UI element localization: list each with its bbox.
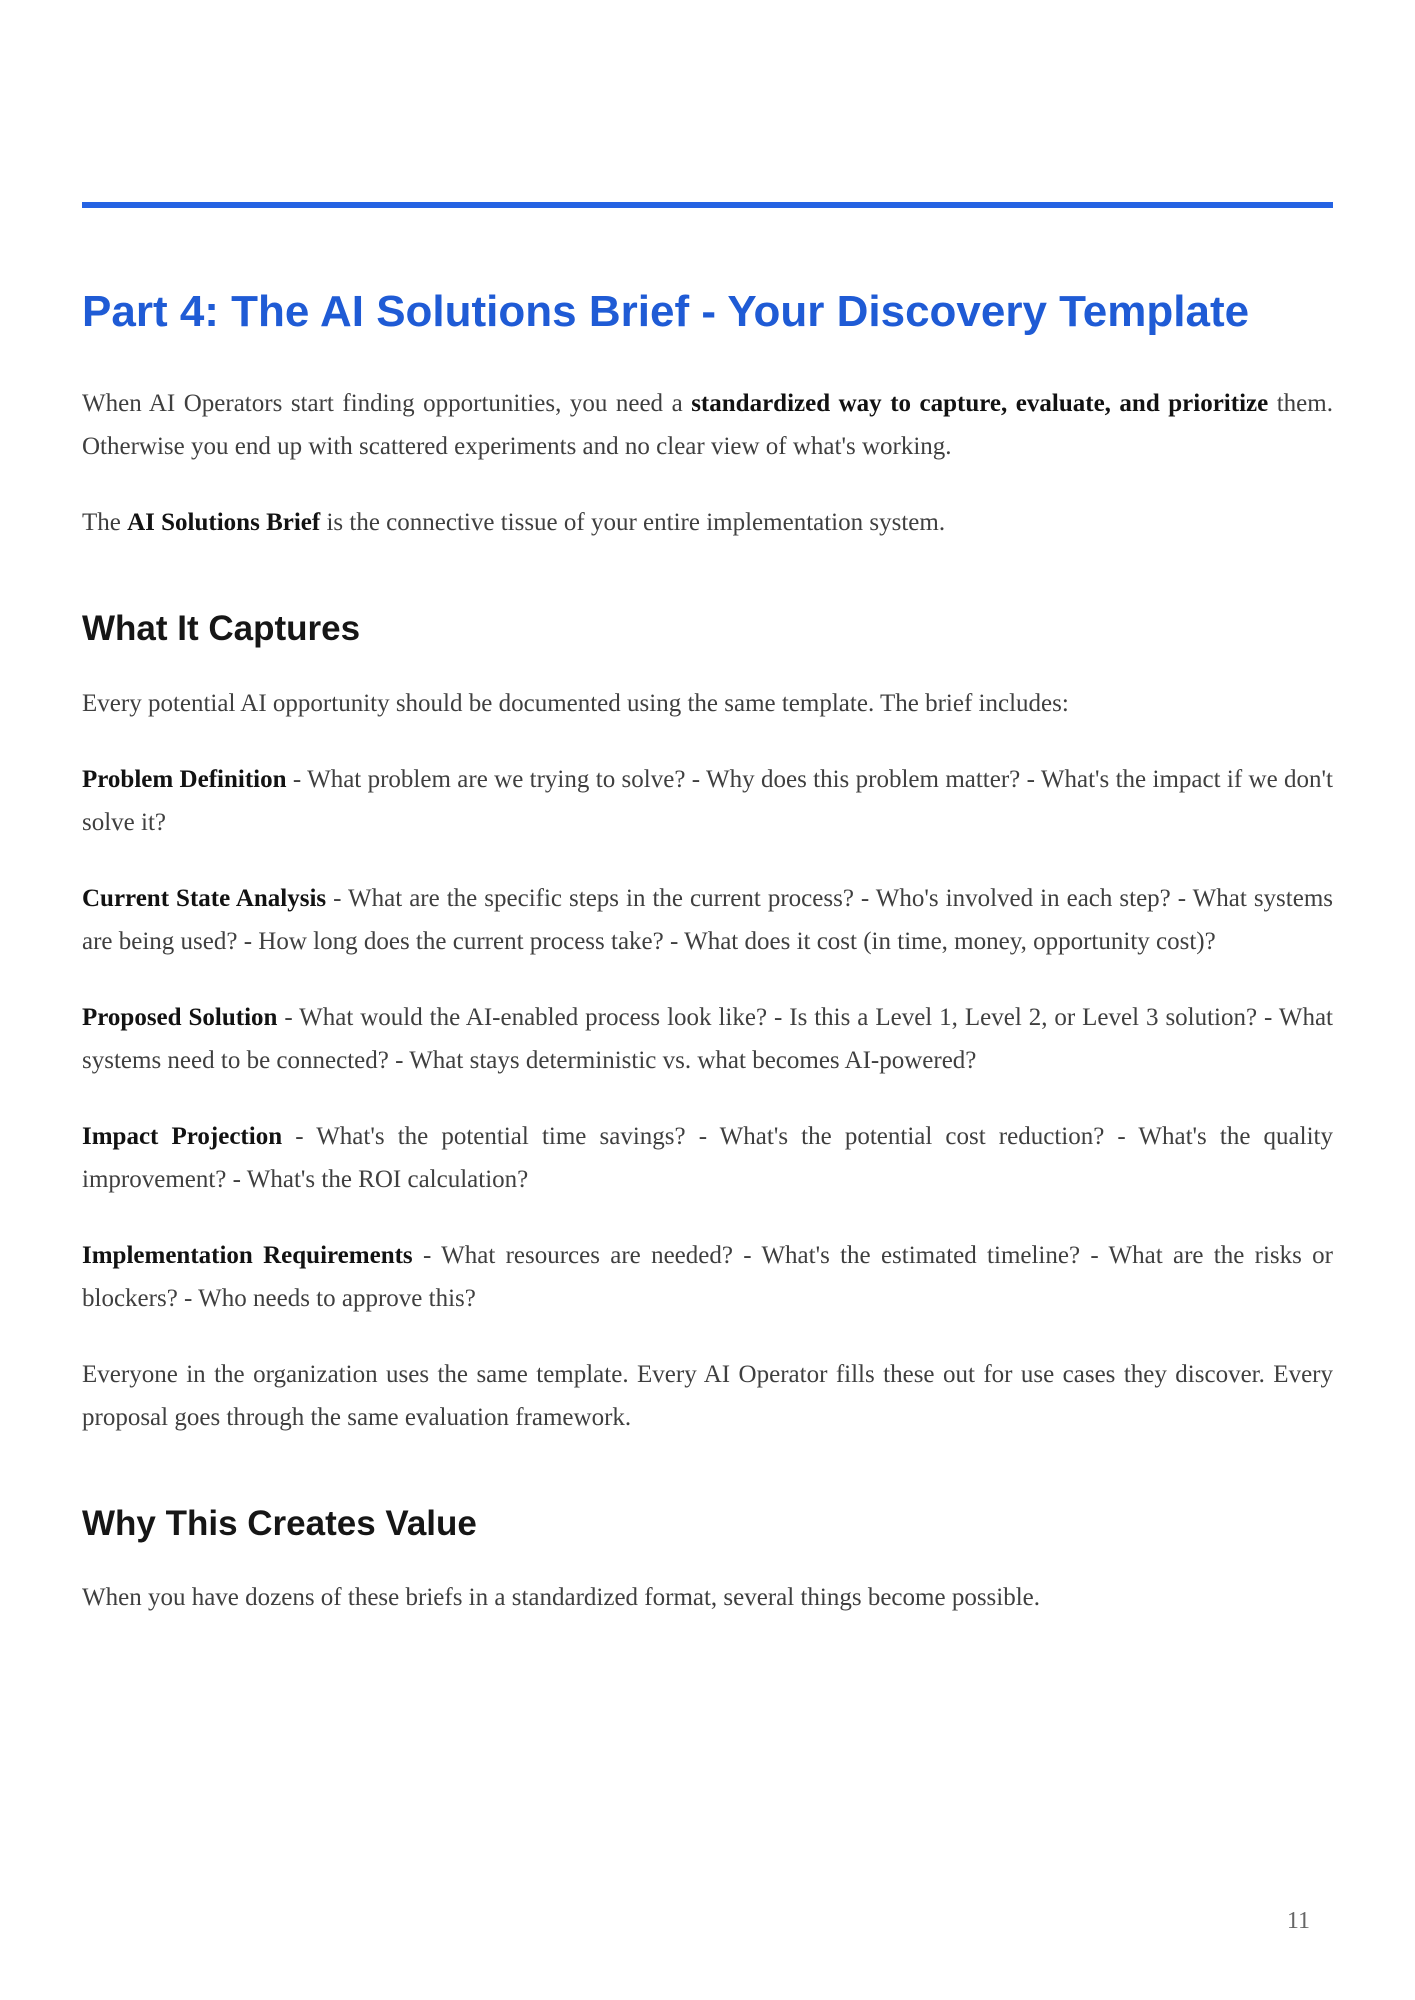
- brief-item-lead: Problem Definition: [82, 765, 287, 793]
- brief-item-body: - What problem are we trying to solve? - Why does this problem matter? - What's the impact if we don't solve it?: [82, 765, 1333, 836]
- brief-item-lead: Proposed Solution: [82, 1003, 278, 1031]
- paragraph-text: Everyone in the organization uses the same template. Every AI Operator fills these out for use cases they discover. Every proposal goes through the same evaluation framework.: [82, 1360, 1333, 1431]
- brief-item-body: - What's the potential time savings? - What's the potential cost reduction? - What's the quality improvement? - What's the ROI calculation?: [82, 1122, 1333, 1193]
- brief-item-lead: Current State Analysis: [82, 884, 327, 912]
- value-intro-paragraph: [82, 1576, 1333, 1619]
- intro-paragraph-2: [82, 501, 1333, 544]
- paragraph-text: them. Otherwise you end up with scattered experiments and no clear view of what's working.: [82, 390, 1333, 460]
- captures-outro-paragraph: [82, 1353, 1333, 1439]
- section-heading-what-it-captures: What It Captures: [82, 609, 361, 648]
- brief-item-proposed-solution: [82, 996, 1333, 1082]
- paragraph-text: When AI Operators start finding opportunities, you need a: [82, 390, 692, 417]
- brief-item-body: - What resources are needed? - What's the estimated timeline? - What are the risks or blockers? - Who needs to approve this?: [82, 1241, 1333, 1312]
- bold-phrase: standardized way to capture, evaluate, and prioritize: [691, 390, 1269, 417]
- brief-item-lead: Implementation Requirements: [82, 1241, 413, 1269]
- brief-item-implementation-requirements: [82, 1234, 1333, 1320]
- section-heading-why-this-creates-value: Why This Creates Value: [82, 1503, 477, 1543]
- section-divider-rule: [82, 202, 1333, 208]
- brief-item-impact-projection: [82, 1115, 1333, 1201]
- intro-paragraph-1: [82, 382, 1333, 468]
- brief-item-current-state-analysis: [82, 877, 1333, 963]
- bold-phrase: AI Solutions Brief: [127, 509, 321, 536]
- page-title: Part 4: The AI Solutions Brief - Your Discovery Template: [82, 287, 1250, 336]
- captures-intro-paragraph: [82, 682, 1333, 725]
- paragraph-text: When you have dozens of these briefs in a standardized format, several things become possible.: [82, 1584, 1041, 1611]
- paragraph-text: is the connective tissue of your entire implementation system.: [320, 509, 946, 536]
- brief-item-body: - What would the AI-enabled process look like? - Is this a Level 1, Level 2, or Level 3 solution? - What systems need to be connected? - What stays deterministic vs. what becomes AI-powered?: [82, 1003, 1333, 1074]
- brief-item-body: - What are the specific steps in the current process? - Who's involved in each step? - What systems are being used? - How long does the current process take? - What does it cost (in time, money, opportunity cost)?: [82, 884, 1333, 955]
- paragraph-text: The: [82, 509, 128, 536]
- brief-item-lead: Impact Projection: [82, 1122, 283, 1150]
- page-number: 11: [1286, 1908, 1310, 1934]
- brief-item-problem-definition: [82, 758, 1333, 844]
- paragraph-text: Every potential AI opportunity should be documented using the same template. The brief includes:: [82, 689, 1069, 717]
